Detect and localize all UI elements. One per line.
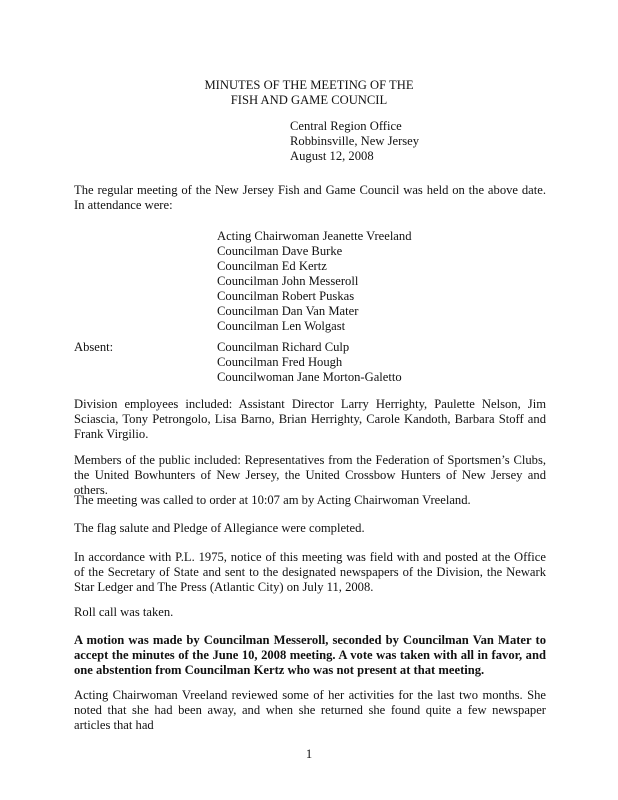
attendee-item: Councilman Dan Van Mater [217,304,359,318]
absent-item: Councilman Richard Culp [217,340,350,354]
attendee-item: Councilman Ed Kertz [217,259,327,273]
motion-paragraph: A motion was made by Councilman Messeroll, seconded by Councilman Van Mater to accept the minutes of the June 10, 2008 meeting. A vote was taken with all in favor, and one abstention from Councilman Kertz who was not present at that meeting. [74,633,546,677]
absent-label: Absent: [74,340,114,354]
attendee-item: Councilman Dave Burke [217,244,343,258]
absent-item: Councilwoman Jane Morton-Galetto [217,370,402,384]
meeting-date: August 12, 2008 [290,149,374,163]
location-city: Robbinsville, New Jersey [290,134,420,148]
roll-call-paragraph: Roll call was taken. [74,605,174,619]
title-line-1: MINUTES OF THE MEETING OF THE [204,78,414,92]
flag-salute-paragraph: The flag salute and Pledge of Allegiance were completed. [74,521,365,535]
absent-list [217,340,402,385]
document-title [0,78,618,108]
public-attendees-paragraph: Members of the public included: Representatives from the Federation of Sportsmen’s Clubs, the United Bowhunters of New Jersey, the United Crossbow Hunters of New Jersey and others. [74,453,546,497]
chair-report-paragraph: Acting Chairwoman Vreeland reviewed some of her activities for the last two months. She noted that she had been away, and when she returned she found quite a few newspaper articles that had [74,688,546,732]
attendee-item: Councilman John Messeroll [217,274,359,288]
title-line-2: FISH AND GAME COUNCIL [230,93,388,107]
intro-paragraph: The regular meeting of the New Jersey Fish and Game Council was held on the above date. In attendance were: [74,183,546,212]
division-employees-paragraph: Division employees included: Assistant Director Larry Herrighty, Paulette Nelson, Jim Sciascia, Tony Petrongolo, Lisa Barno, Brian Herrighty, Carole Kandoth, Barbara Stoff and Frank Virgilio. [74,397,546,441]
attendee-item: Councilman Len Wolgast [217,319,346,333]
attendee-list [217,229,412,334]
absent-item: Councilman Fred Hough [217,355,343,369]
public-notice-paragraph: In accordance with P.L. 1975, notice of this meeting was field with and posted at the Office of the Secretary of State and sent to the designated newspapers of the Division, the Newark Star Ledger and The Press (Atlantic City) on July 11, 2008. [74,550,546,594]
meeting-location-block [290,119,419,164]
location-office: Central Region Office [290,119,402,133]
call-to-order-paragraph: The meeting was called to order at 10:07 am by Acting Chairwoman Vreeland. [74,493,471,507]
attendee-item: Councilman Robert Puskas [217,289,355,303]
attendee-item: Acting Chairwoman Jeanette Vreeland [217,229,412,243]
page-number: 1 [305,747,313,761]
